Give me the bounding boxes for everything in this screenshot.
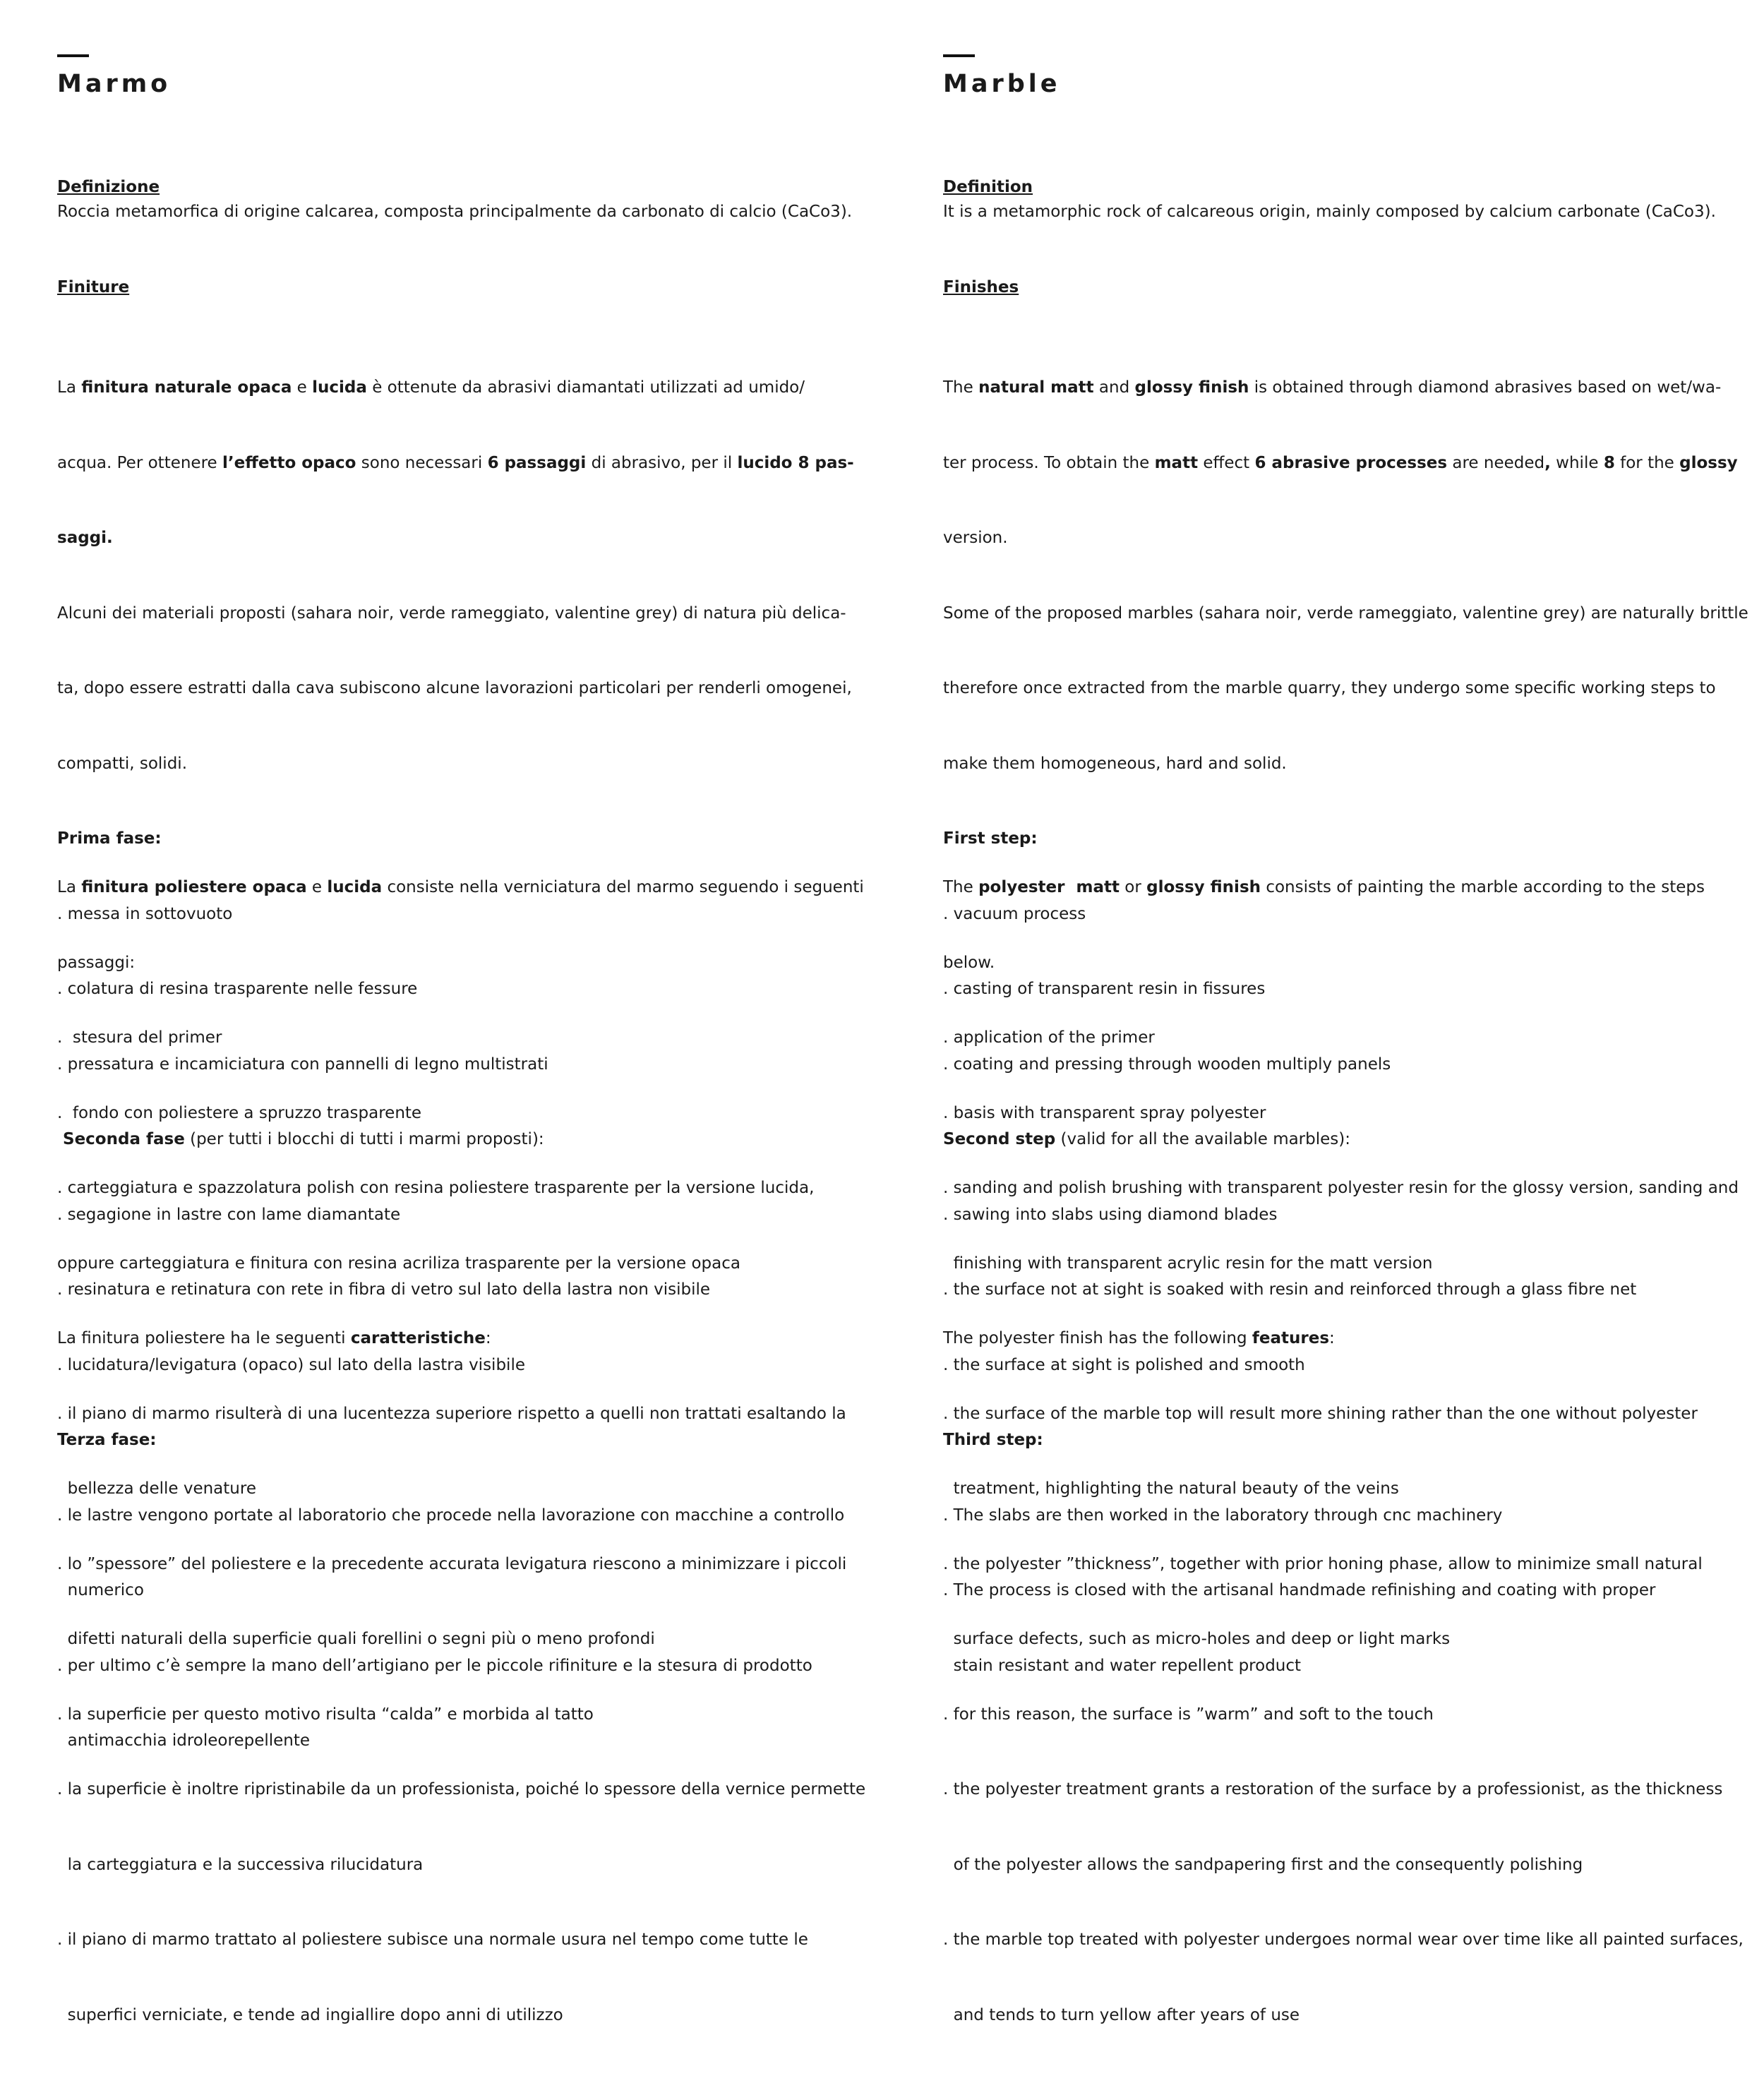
text-line: La finitura poliestere opaca e lucida consiste nella verniciatura del marmo seguendo i seguenti (57, 878, 864, 896)
list-item: . the polyester treatment grants a restoration of the surface by a professionist, as the thickness (943, 1780, 1723, 1798)
list-item: . la superficie per questo motivo risulta “calda” e morbida al tatto (57, 1705, 594, 1724)
list-item: . coating and pressing through wooden multiply panels (943, 1055, 1391, 1074)
list-item: treatment, highlighting the natural beauty of the veins (943, 1479, 1399, 1498)
list-item: stain resistant and water repellent product (943, 1656, 1302, 1675)
list-item: . the surface of the marble top will result more shining rather than the one without polyester (943, 1404, 1698, 1423)
list-item: . le lastre vengono portate al laboratorio che procede nella lavorazione con macchine a controllo (57, 1506, 845, 1525)
polyester-finish-section (57, 825, 865, 2078)
text-line: below. (943, 953, 995, 972)
text-line: make them homogeneous, hard and solid. (943, 754, 1287, 773)
text-line: ter process. To obtain the matt effect 6 abrasive processes are needed, while 8 for the glossy (943, 453, 1738, 472)
list-item: . messa in sottovuoto (57, 904, 233, 923)
list-item: . the surface not at sight is soaked with resin and reinforced through a glass fibre net (943, 1280, 1637, 1299)
page-title: Marble (943, 70, 1061, 98)
text-line: Alcuni dei materiali proposti (sahara noir, verde rameggiato, valentine grey) di natura più delica- (57, 603, 846, 623)
list-item: . vacuum process (943, 904, 1086, 923)
list-item: . basis with transparent spray polyester (943, 1103, 1266, 1122)
list-item: . casting of transparent resin in fissures (943, 980, 1266, 998)
text-line: Some of the proposed marbles (sahara noir, verde rameggiato, valentine grey) are naturally brittle (943, 603, 1748, 623)
list-item: . for this reason, the surface is ”warm” and soft to the touch (943, 1705, 1434, 1724)
english-column (943, 54, 1748, 2024)
list-item: . il piano di marmo trattato al poliestere subisce una normale usura nel tempo come tutte le (57, 1930, 808, 1949)
text-line: The polyester matt or glossy finish consists of painting the marble according to the steps (943, 878, 1705, 896)
text-line: ta, dopo essere estratti dalla cava subiscono alcune lavorazioni particolari per renderli omogenei, (57, 679, 852, 697)
phase-heading: Terza fase: (57, 1431, 157, 1449)
definition-text: Roccia metamorfica di origine calcarea, composta principalmente da carbonato di calcio (CaCo3). (57, 203, 853, 221)
list-item: la carteggiatura e la successiva rilucidatura (57, 1855, 424, 1874)
list-item: . carteggiatura e spazzolatura polish con resina poliestere trasparente per la versione lucida, (57, 1179, 815, 1197)
list-item: . per ultimo c’è sempre la mano dell’artigiano per le piccole rifiniture e la stesura di prodotto (57, 1656, 812, 1675)
text-line: The natural matt and glossy finish is obtained through diamond abrasives based on wet/wa- (943, 378, 1722, 397)
list-item: and tends to turn yellow after years of use (943, 2005, 1300, 2024)
list-item: . application of the primer (943, 1028, 1155, 1047)
text-line: acqua. Per ottenere l’effetto opaco sono necessari 6 passaggi di abrasivo, per il lucido 8 pas- (57, 453, 854, 472)
list-item: . The process is closed with the artisanal handmade refinishing and coating with proper (943, 1581, 1656, 1599)
finishes-heading: Finiture (57, 278, 130, 296)
list-item: . colatura di resina trasparente nelle fessure (57, 980, 418, 998)
list-item: of the polyester allows the sandpapering first and the consequently polishing (943, 1855, 1583, 1874)
list-item: . il piano di marmo risulterà di una lucentezza superiore rispetto a quelli non trattati esaltando la (57, 1404, 846, 1423)
list-item: superfici verniciate, e tende ad ingiallire dopo anni di utilizzo (57, 2005, 563, 2024)
phase-heading: Prima fase: (57, 829, 162, 848)
list-item: . segagione in lastre con lame diamantate (57, 1205, 401, 1224)
text-line: saggi. (57, 529, 113, 547)
page-title: Marmo (57, 70, 172, 98)
definition-heading: Definition (943, 178, 1033, 196)
list-item: . the surface at sight is polished and smooth (943, 1355, 1305, 1374)
text-line: The polyester finish has the following features: (943, 1329, 1335, 1347)
list-item: finishing with transparent acrylic resin for the matt version (943, 1254, 1433, 1273)
text-line: passaggi: (57, 953, 136, 972)
list-item: . lo ”spessore” del poliestere e la precedente accurata levigatura riescono a minimizzare i piccoli (57, 1554, 847, 1573)
list-item: . the polyester ”thickness”, together with prior honing phase, allow to minimize small natural (943, 1554, 1703, 1573)
list-item: . resinatura e retinatura con rete in fibra di vetro sul lato della lastra non visibile (57, 1280, 711, 1299)
list-item: . pressatura e incamiciatura con pannelli di legno multistrati (57, 1055, 548, 1074)
list-item: . The slabs are then worked in the laboratory through cnc machinery (943, 1506, 1503, 1525)
text-line: La finitura poliestere ha le seguenti caratteristiche: (57, 1329, 491, 1347)
list-item: . sanding and polish brushing with transparent polyester resin for the glossy version, sanding and (943, 1179, 1739, 1197)
phase-heading: Third step: (943, 1431, 1043, 1449)
definition-heading: Definizione (57, 178, 160, 196)
list-item: numerico (57, 1581, 144, 1599)
list-item: oppure carteggiatura e finitura con resina acriliza trasparente per la versione opaca (57, 1254, 740, 1273)
list-item: . la superficie è inoltre ripristinabile da un professionista, poiché lo spessore della vernice permette (57, 1780, 866, 1798)
list-item: antimacchia idroleorepellente (57, 1731, 311, 1750)
list-item: surface defects, such as micro-holes and deep or light marks (943, 1630, 1451, 1648)
definition-text: It is a metamorphic rock of calcareous origin, mainly composed by calcium carbonate (CaCo3). (943, 203, 1716, 221)
list-item: . sawing into slabs using diamond blades (943, 1205, 1278, 1224)
phase-heading: Second step (valid for all the available marbles): (943, 1130, 1350, 1148)
text-line: compatti, solidi. (57, 754, 187, 773)
text-line: La finitura naturale opaca e lucida è ottenute da abrasivi diamantati utilizzati ad umido/ (57, 378, 805, 397)
list-item: . stesura del primer (57, 1028, 222, 1047)
title-rule (943, 54, 975, 57)
list-item: bellezza delle venature (57, 1479, 256, 1498)
finishes-heading: Finishes (943, 278, 1019, 296)
phase-heading: Seconda fase (per tutti i blocchi di tutti i marmi proposti): (57, 1130, 544, 1148)
list-item: . the marble top treated with polyester undergoes normal wear over time like all painted surfaces, (943, 1930, 1744, 1949)
title-rule (57, 54, 89, 57)
text-line: therefore once extracted from the marble quarry, they undergo some specific working steps to (943, 679, 1716, 697)
list-item: difetti naturali della superficie quali forellini o segni più o meno profondi (57, 1630, 655, 1648)
list-item: . lucidatura/levigatura (opaco) sul lato della lastra visibile (57, 1355, 525, 1374)
text-line: version. (943, 529, 1008, 547)
phase-heading: First step: (943, 829, 1038, 848)
polyester-finish-section (943, 825, 1744, 2078)
italian-column (57, 54, 866, 2024)
list-item: . fondo con poliestere a spruzzo trasparente (57, 1103, 422, 1122)
